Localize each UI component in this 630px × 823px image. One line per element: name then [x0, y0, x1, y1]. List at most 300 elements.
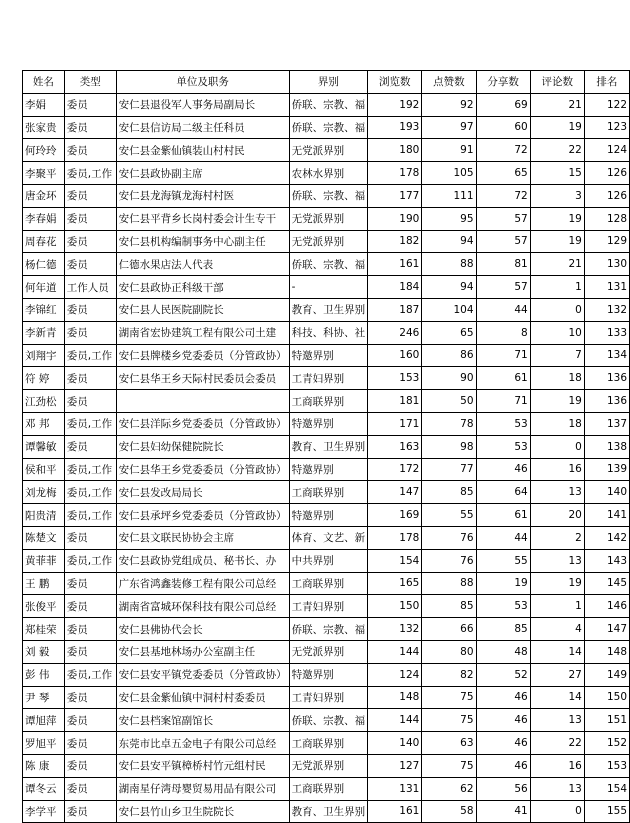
cell-rank: 147 — [584, 618, 629, 641]
cell-rank: 143 — [584, 549, 629, 572]
cell-type: 委员 — [64, 139, 116, 162]
cell-likes: 90 — [422, 367, 476, 390]
cell-sector: 特邀界别 — [289, 663, 368, 686]
cell-views: 160 — [368, 344, 422, 367]
cell-views: 181 — [368, 390, 422, 413]
cell-views: 190 — [368, 207, 422, 230]
cell-name: 李学平 — [23, 800, 65, 823]
cell-unit-position — [116, 390, 289, 413]
cell-shares: 8 — [476, 321, 530, 344]
table-row — [23, 298, 630, 321]
cell-name: 彭 伟 — [23, 663, 65, 686]
cell-unit-position: 安仁县洋际乡党委委员（分管政协） — [116, 412, 289, 435]
cell-name: 李新青 — [23, 321, 65, 344]
table-row — [23, 549, 630, 572]
cell-sector: 特邀界别 — [289, 412, 368, 435]
cell-unit-position: 安仁县平背乡长岗村委会计生专干 — [116, 207, 289, 230]
cell-sector: 中共界别 — [289, 549, 368, 572]
cell-shares: 44 — [476, 526, 530, 549]
cell-rank: 122 — [584, 93, 629, 116]
cell-unit-position: 安仁县政协党组成员、秘书长、办 — [116, 549, 289, 572]
cell-views: 192 — [368, 93, 422, 116]
cell-sector: 无党派界别 — [289, 230, 368, 253]
cell-rank: 134 — [584, 344, 629, 367]
cell-views: 172 — [368, 458, 422, 481]
cell-likes: 50 — [422, 390, 476, 413]
header-comments: 评论数 — [530, 71, 584, 94]
cell-rank: 142 — [584, 526, 629, 549]
cell-rank: 136 — [584, 367, 629, 390]
cell-shares: 55 — [476, 549, 530, 572]
table-row — [23, 686, 630, 709]
cell-name: 李娟 — [23, 93, 65, 116]
cell-comments: 0 — [530, 298, 584, 321]
cell-likes: 75 — [422, 686, 476, 709]
cell-views: 169 — [368, 504, 422, 527]
cell-rank: 155 — [584, 800, 629, 823]
table-row — [23, 481, 630, 504]
cell-rank: 152 — [584, 732, 629, 755]
cell-shares: 44 — [476, 298, 530, 321]
header-shares: 分享数 — [476, 71, 530, 94]
cell-name: 刘翔宇 — [23, 344, 65, 367]
cell-comments: 13 — [530, 481, 584, 504]
cell-views: 124 — [368, 663, 422, 686]
cell-unit-position: 广东省鸿鑫装修工程有限公司总经 — [116, 572, 289, 595]
cell-sector: 侨联、宗教、福 — [289, 93, 368, 116]
cell-likes: 105 — [422, 162, 476, 185]
cell-name: 陈 康 — [23, 754, 65, 777]
header-unit-position: 单位及职务 — [116, 71, 289, 94]
cell-name: 刘 毅 — [23, 640, 65, 663]
cell-name: 黄菲菲 — [23, 549, 65, 572]
table-row — [23, 572, 630, 595]
table-row — [23, 618, 630, 641]
cell-name: 王 鹏 — [23, 572, 65, 595]
cell-unit-position: 安仁县人民医院副院长 — [116, 298, 289, 321]
cell-views: 153 — [368, 367, 422, 390]
cell-shares: 60 — [476, 116, 530, 139]
cell-likes: 62 — [422, 777, 476, 800]
table-row — [23, 412, 630, 435]
cell-sector: 工青妇界别 — [289, 595, 368, 618]
cell-name: 李锦红 — [23, 298, 65, 321]
cell-views: 177 — [368, 184, 422, 207]
cell-likes: 63 — [422, 732, 476, 755]
table-row — [23, 640, 630, 663]
cell-sector: 无党派界别 — [289, 754, 368, 777]
cell-views: 144 — [368, 709, 422, 732]
cell-type: 委员 — [64, 390, 116, 413]
cell-views: 182 — [368, 230, 422, 253]
cell-name: 谭冬云 — [23, 777, 65, 800]
cell-name: 唐金环 — [23, 184, 65, 207]
cell-rank: 139 — [584, 458, 629, 481]
cell-sector: 特邀界别 — [289, 458, 368, 481]
cell-rank: 138 — [584, 435, 629, 458]
table-row — [23, 276, 630, 299]
table-row — [23, 253, 630, 276]
cell-rank: 124 — [584, 139, 629, 162]
cell-likes: 97 — [422, 116, 476, 139]
cell-shares: 64 — [476, 481, 530, 504]
cell-comments: 3 — [530, 184, 584, 207]
cell-type: 委员,工作 — [64, 412, 116, 435]
table-row — [23, 777, 630, 800]
cell-likes: 78 — [422, 412, 476, 435]
cell-comments: 21 — [530, 93, 584, 116]
cell-comments: 10 — [530, 321, 584, 344]
cell-views: 193 — [368, 116, 422, 139]
cell-views: 147 — [368, 481, 422, 504]
cell-shares: 69 — [476, 93, 530, 116]
header-type: 类型 — [64, 71, 116, 94]
cell-type: 委员 — [64, 709, 116, 732]
cell-comments: 27 — [530, 663, 584, 686]
cell-shares: 46 — [476, 732, 530, 755]
header-name: 姓名 — [23, 71, 65, 94]
cell-likes: 104 — [422, 298, 476, 321]
cell-name: 符 婷 — [23, 367, 65, 390]
cell-unit-position: 安仁县金紫仙镇中洞村村委委员 — [116, 686, 289, 709]
cell-sector: 特邀界别 — [289, 344, 368, 367]
cell-sector: 侨联、宗教、福 — [289, 618, 368, 641]
cell-unit-position: 安仁县竹山乡卫生院院长 — [116, 800, 289, 823]
cell-type: 委员 — [64, 777, 116, 800]
cell-views: 127 — [368, 754, 422, 777]
cell-shares: 81 — [476, 253, 530, 276]
cell-likes: 80 — [422, 640, 476, 663]
cell-comments: 22 — [530, 732, 584, 755]
cell-sector: - — [289, 276, 368, 299]
cell-comments: 14 — [530, 686, 584, 709]
table-row — [23, 162, 630, 185]
table-row — [23, 435, 630, 458]
cell-shares: 56 — [476, 777, 530, 800]
cell-rank: 128 — [584, 207, 629, 230]
cell-name: 尹 琴 — [23, 686, 65, 709]
cell-name: 谭馨敏 — [23, 435, 65, 458]
cell-type: 委员,工作 — [64, 549, 116, 572]
cell-rank: 146 — [584, 595, 629, 618]
cell-shares: 46 — [476, 686, 530, 709]
cell-sector: 侨联、宗教、福 — [289, 709, 368, 732]
table-row — [23, 458, 630, 481]
cell-sector: 科技、科协、社 — [289, 321, 368, 344]
cell-views: 140 — [368, 732, 422, 755]
table-row — [23, 732, 630, 755]
cell-comments: 19 — [530, 116, 584, 139]
table-row — [23, 207, 630, 230]
cell-sector: 工商联界别 — [289, 777, 368, 800]
cell-sector: 侨联、宗教、福 — [289, 253, 368, 276]
cell-name: 郑桂荣 — [23, 618, 65, 641]
cell-sector: 工商联界别 — [289, 732, 368, 755]
cell-type: 委员,工作 — [64, 504, 116, 527]
cell-shares: 65 — [476, 162, 530, 185]
cell-rank: 123 — [584, 116, 629, 139]
cell-unit-position: 安仁县文联民协协会主席 — [116, 526, 289, 549]
table-row — [23, 230, 630, 253]
cell-rank: 145 — [584, 572, 629, 595]
cell-sector: 教育、卫生界别 — [289, 800, 368, 823]
cell-views: 131 — [368, 777, 422, 800]
cell-shares: 48 — [476, 640, 530, 663]
cell-name: 邓 邦 — [23, 412, 65, 435]
cell-name: 张家贵 — [23, 116, 65, 139]
cell-type: 委员 — [64, 754, 116, 777]
cell-unit-position: 安仁县妇幼保健院院长 — [116, 435, 289, 458]
cell-shares: 85 — [476, 618, 530, 641]
cell-shares: 46 — [476, 458, 530, 481]
cell-likes: 98 — [422, 435, 476, 458]
cell-type: 委员,工作 — [64, 162, 116, 185]
cell-likes: 76 — [422, 549, 476, 572]
cell-comments: 20 — [530, 504, 584, 527]
cell-shares: 61 — [476, 504, 530, 527]
cell-sector: 特邀界别 — [289, 504, 368, 527]
cell-shares: 46 — [476, 754, 530, 777]
cell-name: 罗旭平 — [23, 732, 65, 755]
cell-likes: 86 — [422, 344, 476, 367]
cell-rank: 149 — [584, 663, 629, 686]
cell-unit-position: 安仁县机构编制事务中心副主任 — [116, 230, 289, 253]
cell-shares: 57 — [476, 276, 530, 299]
cell-shares: 71 — [476, 344, 530, 367]
cell-likes: 94 — [422, 230, 476, 253]
cell-shares: 52 — [476, 663, 530, 686]
table-row — [23, 139, 630, 162]
cell-unit-position: 安仁县承坪乡党委委员（分管政协） — [116, 504, 289, 527]
cell-unit-position: 安仁县牌楼乡党委委员（分管政协） — [116, 344, 289, 367]
cell-shares: 72 — [476, 184, 530, 207]
cell-comments: 18 — [530, 412, 584, 435]
cell-type: 委员 — [64, 93, 116, 116]
cell-views: 165 — [368, 572, 422, 595]
cell-type: 委员 — [64, 595, 116, 618]
cell-type: 委员 — [64, 321, 116, 344]
cell-likes: 82 — [422, 663, 476, 686]
cell-comments: 19 — [530, 207, 584, 230]
cell-sector: 工商联界别 — [289, 481, 368, 504]
cell-unit-position: 安仁县安平镇党委委员（分管政协） — [116, 663, 289, 686]
cell-name: 张俊平 — [23, 595, 65, 618]
table-row — [23, 184, 630, 207]
cell-type: 委员 — [64, 800, 116, 823]
cell-shares: 57 — [476, 207, 530, 230]
cell-type: 工作人员 — [64, 276, 116, 299]
header-rank: 排名 — [584, 71, 629, 94]
cell-likes: 88 — [422, 253, 476, 276]
cell-unit-position: 安仁县安平镇樟桥村竹元组村民 — [116, 754, 289, 777]
cell-views: 187 — [368, 298, 422, 321]
cell-comments: 0 — [530, 800, 584, 823]
cell-unit-position: 安仁县发改局局长 — [116, 481, 289, 504]
cell-comments: 14 — [530, 640, 584, 663]
table-row — [23, 526, 630, 549]
cell-name: 何年道 — [23, 276, 65, 299]
cell-likes: 55 — [422, 504, 476, 527]
cell-sector: 工青妇界别 — [289, 367, 368, 390]
cell-likes: 77 — [422, 458, 476, 481]
cell-likes: 66 — [422, 618, 476, 641]
cell-rank: 140 — [584, 481, 629, 504]
table-row — [23, 390, 630, 413]
cell-unit-position: 安仁县信访局二级主任科员 — [116, 116, 289, 139]
cell-shares: 72 — [476, 139, 530, 162]
cell-name: 侯和平 — [23, 458, 65, 481]
cell-comments: 13 — [530, 709, 584, 732]
cell-unit-position: 仁德水果店法人代表 — [116, 253, 289, 276]
cell-shares: 46 — [476, 709, 530, 732]
cell-comments: 1 — [530, 595, 584, 618]
cell-unit-position: 湖南星仔湾母婴贸易用品有限公司 — [116, 777, 289, 800]
cell-sector: 农林水界别 — [289, 162, 368, 185]
cell-rank: 133 — [584, 321, 629, 344]
cell-views: 178 — [368, 526, 422, 549]
cell-rank: 137 — [584, 412, 629, 435]
cell-rank: 126 — [584, 184, 629, 207]
cell-views: 144 — [368, 640, 422, 663]
table-row — [23, 754, 630, 777]
cell-comments: 1 — [530, 276, 584, 299]
cell-likes: 75 — [422, 709, 476, 732]
cell-type: 委员 — [64, 572, 116, 595]
cell-rank: 129 — [584, 230, 629, 253]
cell-name: 陈楚文 — [23, 526, 65, 549]
cell-shares: 53 — [476, 595, 530, 618]
cell-rank: 130 — [584, 253, 629, 276]
cell-name: 阳贵清 — [23, 504, 65, 527]
cell-sector: 工商联界别 — [289, 390, 368, 413]
table-row — [23, 504, 630, 527]
cell-sector: 无党派界别 — [289, 207, 368, 230]
cell-likes: 85 — [422, 481, 476, 504]
cell-type: 委员 — [64, 230, 116, 253]
cell-comments: 4 — [530, 618, 584, 641]
table-row — [23, 800, 630, 823]
data-table — [22, 70, 630, 823]
cell-type: 委员 — [64, 732, 116, 755]
cell-unit-position: 安仁县龙海镇龙海村村医 — [116, 184, 289, 207]
header-row — [23, 71, 630, 94]
cell-unit-position: 安仁县政协副主席 — [116, 162, 289, 185]
cell-type: 委员 — [64, 686, 116, 709]
cell-unit-position: 安仁县退役军人事务局副局长 — [116, 93, 289, 116]
cell-rank: 150 — [584, 686, 629, 709]
cell-shares: 53 — [476, 435, 530, 458]
cell-shares: 19 — [476, 572, 530, 595]
table-row — [23, 663, 630, 686]
cell-rank: 148 — [584, 640, 629, 663]
cell-rank: 141 — [584, 504, 629, 527]
cell-views: 171 — [368, 412, 422, 435]
cell-comments: 16 — [530, 458, 584, 481]
cell-comments: 22 — [530, 139, 584, 162]
cell-sector: 教育、卫生界别 — [289, 298, 368, 321]
cell-views: 154 — [368, 549, 422, 572]
cell-name: 李春娟 — [23, 207, 65, 230]
cell-comments: 19 — [530, 390, 584, 413]
cell-shares: 53 — [476, 412, 530, 435]
cell-shares: 41 — [476, 800, 530, 823]
cell-sector: 体育、文艺、新 — [289, 526, 368, 549]
cell-likes: 75 — [422, 754, 476, 777]
cell-rank: 153 — [584, 754, 629, 777]
table-row — [23, 709, 630, 732]
cell-rank: 151 — [584, 709, 629, 732]
cell-likes: 91 — [422, 139, 476, 162]
cell-name: 杨仁德 — [23, 253, 65, 276]
cell-rank: 136 — [584, 390, 629, 413]
table-row — [23, 116, 630, 139]
cell-comments: 13 — [530, 549, 584, 572]
cell-name: 周春花 — [23, 230, 65, 253]
cell-unit-position: 安仁县基地林场办公室副主任 — [116, 640, 289, 663]
cell-type: 委员 — [64, 640, 116, 663]
cell-views: 150 — [368, 595, 422, 618]
cell-comments: 21 — [530, 253, 584, 276]
cell-type: 委员 — [64, 367, 116, 390]
cell-comments: 16 — [530, 754, 584, 777]
cell-shares: 61 — [476, 367, 530, 390]
cell-comments: 0 — [530, 435, 584, 458]
cell-views: 148 — [368, 686, 422, 709]
cell-views: 246 — [368, 321, 422, 344]
cell-sector: 工青妇界别 — [289, 686, 368, 709]
table-row — [23, 321, 630, 344]
cell-unit-position: 安仁县金紫仙镇装山村村民 — [116, 139, 289, 162]
cell-unit-position: 湖南省宏协建筑工程有限公司土建 — [116, 321, 289, 344]
cell-views: 184 — [368, 276, 422, 299]
cell-likes: 65 — [422, 321, 476, 344]
cell-type: 委员 — [64, 253, 116, 276]
cell-likes: 76 — [422, 526, 476, 549]
cell-unit-position: 安仁县华王乡天际村民委员会委员 — [116, 367, 289, 390]
cell-type: 委员,工作 — [64, 663, 116, 686]
cell-sector: 工商联界别 — [289, 572, 368, 595]
cell-sector: 教育、卫生界别 — [289, 435, 368, 458]
cell-likes: 95 — [422, 207, 476, 230]
cell-sector: 侨联、宗教、福 — [289, 116, 368, 139]
cell-unit-position: 安仁县佛协代会长 — [116, 618, 289, 641]
table-body — [23, 93, 630, 823]
cell-type: 委员,工作 — [64, 344, 116, 367]
table-row — [23, 344, 630, 367]
cell-type: 委员,工作 — [64, 458, 116, 481]
cell-views: 178 — [368, 162, 422, 185]
cell-views: 132 — [368, 618, 422, 641]
cell-type: 委员 — [64, 298, 116, 321]
header-likes: 点赞数 — [422, 71, 476, 94]
header-sector: 界别 — [289, 71, 368, 94]
cell-likes: 58 — [422, 800, 476, 823]
cell-rank: 126 — [584, 162, 629, 185]
cell-likes: 111 — [422, 184, 476, 207]
cell-type: 委员 — [64, 526, 116, 549]
cell-shares: 71 — [476, 390, 530, 413]
cell-likes: 88 — [422, 572, 476, 595]
cell-name: 谭旭萍 — [23, 709, 65, 732]
cell-shares: 57 — [476, 230, 530, 253]
cell-views: 163 — [368, 435, 422, 458]
cell-comments: 19 — [530, 572, 584, 595]
cell-comments: 19 — [530, 230, 584, 253]
cell-type: 委员 — [64, 618, 116, 641]
cell-views: 180 — [368, 139, 422, 162]
cell-rank: 154 — [584, 777, 629, 800]
header-views: 浏览数 — [368, 71, 422, 94]
